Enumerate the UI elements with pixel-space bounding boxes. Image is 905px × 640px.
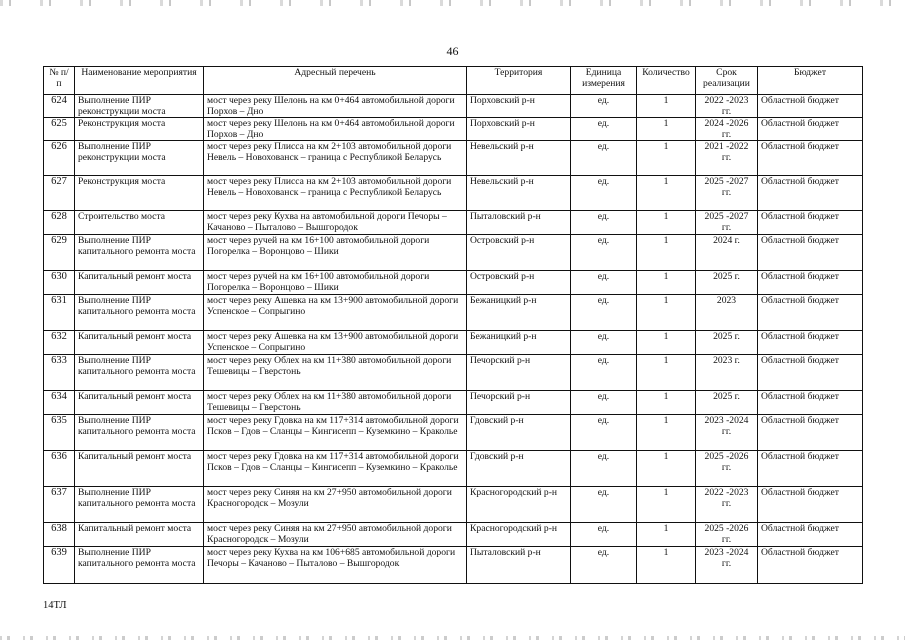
cell-budget: Областной бюджет — [758, 415, 863, 451]
cell-name: Капитальный ремонт моста — [75, 271, 204, 295]
table-row — [44, 295, 863, 331]
cell-name: Выполнение ПИР капитального ремонта моста — [75, 355, 204, 391]
cell-term: 2025 г. — [696, 391, 758, 415]
cell-territory: Островский р-н — [467, 235, 571, 271]
cell-term: 2023 -2024 гг. — [696, 547, 758, 584]
cell-address: мост через реку Ашевка на км 13+900 автомобильной дороги Успенское – Сопрыгино — [204, 295, 467, 331]
cell-qty: 1 — [637, 295, 696, 331]
cell-num: 639 — [44, 547, 75, 584]
cell-term: 2023 — [696, 295, 758, 331]
cell-num: 635 — [44, 415, 75, 451]
cell-term: 2022 -2023 гг. — [696, 95, 758, 118]
header-qty: Количество — [637, 67, 696, 95]
measures-table — [43, 66, 863, 584]
cell-num: 629 — [44, 235, 75, 271]
cell-unit: ед. — [571, 118, 637, 141]
cell-budget: Областной бюджет — [758, 295, 863, 331]
cell-territory: Невельский р-н — [467, 141, 571, 176]
cell-num: 630 — [44, 271, 75, 295]
header-term: Срок реализации — [696, 67, 758, 95]
table-row — [44, 141, 863, 176]
cell-address: мост через реку Облех на км 11+380 автомобильной дороги Тешевицы – Гверстонь — [204, 391, 467, 415]
cell-qty: 1 — [637, 235, 696, 271]
cell-num: 631 — [44, 295, 75, 331]
cell-num: 637 — [44, 487, 75, 523]
cell-territory: Невельский р-н — [467, 176, 571, 211]
cell-term: 2025 г. — [696, 331, 758, 355]
table-row — [44, 176, 863, 211]
cell-name: Капитальный ремонт моста — [75, 523, 204, 547]
footer-code: 14ТЛ — [43, 600, 67, 611]
header-budget: Бюджет — [758, 67, 863, 95]
cell-budget: Областной бюджет — [758, 211, 863, 235]
table-row — [44, 391, 863, 415]
cell-num: 625 — [44, 118, 75, 141]
cell-term: 2024 -2026 гг. — [696, 118, 758, 141]
cell-name: Выполнение ПИР реконструкции моста — [75, 141, 204, 176]
cell-territory: Красногородский р-н — [467, 523, 571, 547]
cell-num: 626 — [44, 141, 75, 176]
cell-budget: Областной бюджет — [758, 118, 863, 141]
table-row — [44, 211, 863, 235]
cell-unit: ед. — [571, 271, 637, 295]
cell-term: 2025 -2027 гг. — [696, 211, 758, 235]
table-row — [44, 331, 863, 355]
cell-budget: Областной бюджет — [758, 176, 863, 211]
header-unit: Единица измерения — [571, 67, 637, 95]
cell-num: 628 — [44, 211, 75, 235]
cell-num: 638 — [44, 523, 75, 547]
cell-territory: Бежаницкий р-н — [467, 295, 571, 331]
cell-unit: ед. — [571, 95, 637, 118]
cell-qty: 1 — [637, 547, 696, 584]
cell-budget: Областной бюджет — [758, 487, 863, 523]
page-number: 46 — [446, 44, 459, 58]
table-row — [44, 487, 863, 523]
cell-address: мост через реку Гдовка на км 117+314 автомобильной дороги Псков – Гдов – Сланцы – Кингисепп – Куземкино – Краколье — [204, 451, 467, 487]
cell-name: Выполнение ПИР капитального ремонта моста — [75, 547, 204, 584]
cell-territory: Пыталовский р-н — [467, 547, 571, 584]
cell-qty: 1 — [637, 118, 696, 141]
cell-qty: 1 — [637, 355, 696, 391]
cell-address: мост через ручей на км 16+100 автомобильной дороги Погорелка – Воронцово – Шики — [204, 271, 467, 295]
cell-qty: 1 — [637, 141, 696, 176]
cell-address: мост через реку Плисса на км 2+103 автомобильной дороги Невель – Новохованск – граница с Республикой Беларусь — [204, 141, 467, 176]
header-name: Наименование мероприятия — [75, 67, 204, 95]
cell-unit: ед. — [571, 355, 637, 391]
cell-budget: Областной бюджет — [758, 331, 863, 355]
cell-address: мост через реку Шелонь на км 0+464 автомобильной дороги Порхов – Дно — [204, 118, 467, 141]
cell-unit: ед. — [571, 235, 637, 271]
cell-qty: 1 — [637, 391, 696, 415]
table-row — [44, 95, 863, 118]
cell-num: 634 — [44, 391, 75, 415]
scan-edge-top — [0, 0, 905, 6]
table-row — [44, 271, 863, 295]
table-row — [44, 118, 863, 141]
cell-term: 2023 -2024 гг. — [696, 415, 758, 451]
cell-territory: Островский р-н — [467, 271, 571, 295]
cell-territory: Бежаницкий р-н — [467, 331, 571, 355]
cell-name: Выполнение ПИР капитального ремонта моста — [75, 295, 204, 331]
cell-budget: Областной бюджет — [758, 547, 863, 584]
cell-address: мост через реку Кухва на автомобильной дороги Печоры – Качаново – Пыталово – Вышгородок — [204, 211, 467, 235]
cell-budget: Областной бюджет — [758, 141, 863, 176]
cell-unit: ед. — [571, 451, 637, 487]
cell-unit: ед. — [571, 391, 637, 415]
cell-num: 624 — [44, 95, 75, 118]
cell-unit: ед. — [571, 487, 637, 523]
cell-budget: Областной бюджет — [758, 451, 863, 487]
table-row — [44, 235, 863, 271]
cell-qty: 1 — [637, 271, 696, 295]
cell-qty: 1 — [637, 211, 696, 235]
cell-budget: Областной бюджет — [758, 355, 863, 391]
cell-name: Выполнение ПИР капитального ремонта моста — [75, 235, 204, 271]
cell-unit: ед. — [571, 547, 637, 584]
cell-qty: 1 — [637, 331, 696, 355]
cell-term: 2024 г. — [696, 235, 758, 271]
cell-territory: Красногородский р-н — [467, 487, 571, 523]
table-body — [44, 95, 863, 584]
cell-unit: ед. — [571, 176, 637, 211]
cell-term: 2022 -2023 гг. — [696, 487, 758, 523]
cell-territory: Пыталовский р-н — [467, 211, 571, 235]
cell-name: Капитальный ремонт моста — [75, 451, 204, 487]
cell-qty: 1 — [637, 487, 696, 523]
cell-unit: ед. — [571, 523, 637, 547]
header-address: Адресный перечень — [204, 67, 467, 95]
cell-qty: 1 — [637, 415, 696, 451]
cell-name: Реконструкция моста — [75, 118, 204, 141]
cell-num: 633 — [44, 355, 75, 391]
cell-name: Выполнение ПИР капитального ремонта моста — [75, 487, 204, 523]
cell-territory: Порховский р-н — [467, 95, 571, 118]
cell-term: 2021 -2022 гг. — [696, 141, 758, 176]
header-num: № п/п — [44, 67, 75, 95]
cell-address: мост через реку Плисса на км 2+103 автомобильной дороги Невель – Новохованск – граница с Республикой Беларусь — [204, 176, 467, 211]
table-row — [44, 355, 863, 391]
cell-num: 636 — [44, 451, 75, 487]
cell-address: мост через реку Синяя на км 27+950 автомобильной дороги Красногородск – Мозули — [204, 523, 467, 547]
table-row — [44, 415, 863, 451]
cell-name: Реконструкция моста — [75, 176, 204, 211]
cell-budget: Областной бюджет — [758, 391, 863, 415]
header-territory: Территория — [467, 67, 571, 95]
cell-term: 2025 -2026 гг. — [696, 523, 758, 547]
cell-address: мост через реку Кухва на км 106+685 автомобильной дороги Печоры – Качаново – Пыталово – Вышгородок — [204, 547, 467, 584]
cell-budget: Областной бюджет — [758, 95, 863, 118]
cell-term: 2025 -2026 гг. — [696, 451, 758, 487]
cell-address: мост через реку Ашевка на км 13+900 автомобильной дороги Успенское – Сопрыгино — [204, 331, 467, 355]
cell-name: Выполнение ПИР капитального ремонта моста — [75, 415, 204, 451]
cell-unit: ед. — [571, 295, 637, 331]
cell-territory: Печорский р-н — [467, 355, 571, 391]
cell-address: мост через реку Синяя на км 27+950 автомобильной дороги Красногородск – Мозули — [204, 487, 467, 523]
cell-term: 2023 г. — [696, 355, 758, 391]
cell-budget: Областной бюджет — [758, 523, 863, 547]
table-row — [44, 451, 863, 487]
cell-territory: Гдовский р-н — [467, 451, 571, 487]
cell-name: Капитальный ремонт моста — [75, 331, 204, 355]
cell-address: мост через реку Облех на км 11+380 автомобильной дороги Тешевицы – Гверстонь — [204, 355, 467, 391]
cell-territory: Печорский р-н — [467, 391, 571, 415]
cell-address: мост через реку Гдовка на км 117+314 автомобильной дороги Псков – Гдов – Сланцы – Кингисепп – Куземкино – Краколье — [204, 415, 467, 451]
cell-qty: 1 — [637, 95, 696, 118]
cell-address: мост через ручей на км 16+100 автомобильной дороги Погорелка – Воронцово – Шики — [204, 235, 467, 271]
cell-qty: 1 — [637, 176, 696, 211]
cell-budget: Областной бюджет — [758, 271, 863, 295]
table-row — [44, 523, 863, 547]
cell-unit: ед. — [571, 415, 637, 451]
cell-territory: Гдовский р-н — [467, 415, 571, 451]
table-row — [44, 547, 863, 584]
cell-qty: 1 — [637, 451, 696, 487]
cell-unit: ед. — [571, 331, 637, 355]
cell-term: 2025 -2027 гг. — [696, 176, 758, 211]
scan-edge-bottom — [0, 636, 905, 640]
cell-name: Капитальный ремонт моста — [75, 391, 204, 415]
table-header-row — [44, 67, 863, 95]
cell-budget: Областной бюджет — [758, 235, 863, 271]
cell-unit: ед. — [571, 211, 637, 235]
cell-name: Строительство моста — [75, 211, 204, 235]
cell-unit: ед. — [571, 141, 637, 176]
cell-address: мост через реку Шелонь на км 0+464 автомобильной дороги Порхов – Дно — [204, 95, 467, 118]
cell-term: 2025 г. — [696, 271, 758, 295]
cell-name: Выполнение ПИР реконструкции моста — [75, 95, 204, 118]
cell-num: 632 — [44, 331, 75, 355]
cell-qty: 1 — [637, 523, 696, 547]
cell-num: 627 — [44, 176, 75, 211]
cell-territory: Порховский р-н — [467, 118, 571, 141]
